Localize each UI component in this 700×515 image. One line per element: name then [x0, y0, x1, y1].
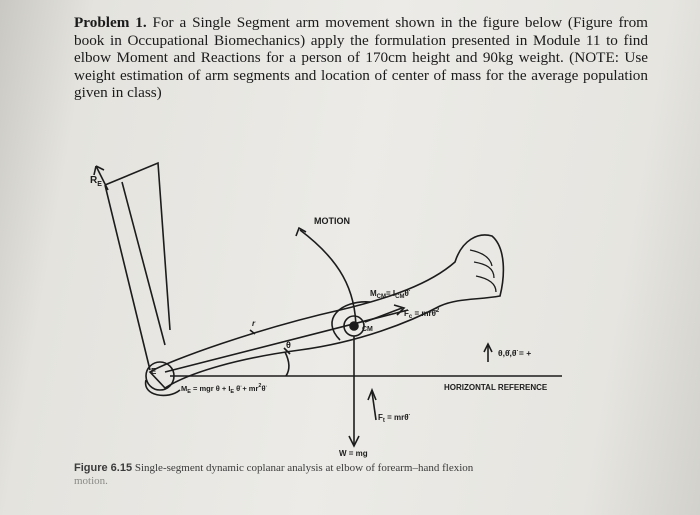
motion-label: MOTION — [314, 216, 350, 226]
hand-fingers — [470, 250, 496, 292]
theta-label: θ — [286, 340, 291, 350]
caption-tail: motion. — [74, 475, 108, 487]
upper-arm-top — [105, 163, 170, 330]
caption-text: Single-segment dynamic coplanar analysis at elbow of forearm–hand flexion — [132, 462, 474, 474]
fc-arrow — [365, 308, 402, 322]
mcm-label: $M_{CM}=$ $I_{CM}\thetä$ — [370, 289, 409, 300]
problem-number: Problem 1. — [74, 14, 147, 31]
upper-arm-outline — [105, 182, 165, 370]
re-label: $R_E$ — [90, 175, 102, 188]
fc-label: $F_c$ = mrθ̇$^2$ — [404, 308, 440, 320]
state-label: θ,θ̇,θ̈ = + — [498, 348, 532, 358]
figure-caption — [74, 462, 594, 488]
figure-number: Figure 6.15 — [74, 462, 133, 474]
me-equation-label: $M_E$ = mgr $\theta + I_E$ θ̈ + $mr^2\thetä$ — [181, 383, 266, 395]
motion-arc — [300, 230, 356, 330]
ft-label: $F_t$ = mrθ̈ — [378, 413, 409, 424]
forearm-outline — [150, 235, 503, 388]
weight-label: W = mg — [339, 449, 368, 458]
r-label: r — [252, 319, 256, 328]
theta-arc — [285, 352, 289, 376]
cm-label: CM — [362, 326, 373, 333]
problem-text: For a Single Segment arm movement shown in the figure below (Figure from book in Occupational Biomechanics) apply the formulation presented in Module 11 to find elbow Moment and Reactions for a person of 170cm height and 90kg weight. (NOTE: Use weight estimation of arm segments and location of center of mass for the average population given in class) — [74, 14, 648, 102]
elbow-label: E — [151, 367, 157, 376]
horizontal-reference-label: HORIZONTAL REFERENCE — [444, 383, 548, 392]
